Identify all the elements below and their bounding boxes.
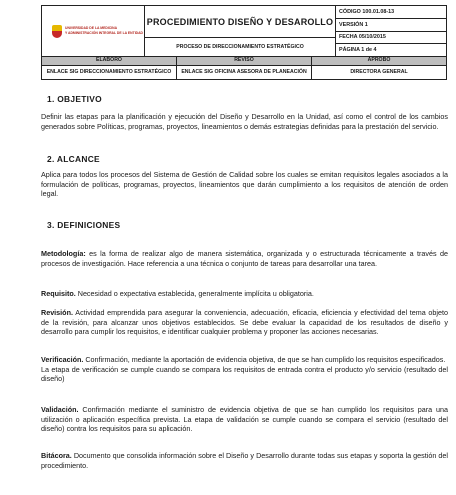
definition-metodologia bbox=[41, 249, 448, 268]
section-objetivo-title: 1. OBJETIVO bbox=[47, 94, 102, 104]
logo-cell bbox=[42, 6, 145, 56]
definition-term: Validación. bbox=[41, 405, 79, 414]
definition-requisito bbox=[41, 289, 448, 299]
definition-text: Confirmación, mediante la aportación de evidencia objetiva, de que se han cumplido los requisitos especificados. bbox=[83, 355, 446, 364]
document-title: PROCEDIMIENTO DISEÑO Y DESAROLLO bbox=[145, 6, 335, 38]
header-aprobo: APROBO bbox=[367, 57, 391, 64]
code-field: CÓDIGO 100.01.08-13 bbox=[336, 6, 446, 19]
document-meta bbox=[336, 6, 446, 56]
header-reviso: REVISO bbox=[177, 57, 312, 65]
definition-verificacion bbox=[41, 355, 448, 384]
definition-term: Bitácora. bbox=[41, 451, 72, 460]
logo-line-2: Y ADMINISTRACIÓN INTEGRAL DE LA ENTIDAD bbox=[65, 30, 143, 35]
value-elaboro: ENLACE SIG DIRECCIONAMIENTO ESTRATÉGICO bbox=[42, 66, 177, 79]
date-field: FECHA 05/10/2015 bbox=[336, 32, 446, 45]
crest-icon bbox=[52, 25, 62, 38]
approval-table bbox=[41, 57, 447, 80]
section-objetivo-text: Definir las etapas para la planificación y ejecución del Diseño y Desarrollo en la Unidad, así como el control de los cambios generados sobre Políticas, programas, proyectos, lineamientos o demás estrategias definidas para la prestación del servicio. bbox=[41, 112, 448, 131]
definition-term: Verificación. bbox=[41, 355, 84, 364]
institution-logo bbox=[52, 25, 143, 38]
definition-text: Confirmación mediante el suministro de evidencia objetiva de que se han cumplido los requisitos para una utilización o aplicación específica prevista. La etapa de validación se cumple cuando se compara el servicio (resultado del diseño) contra los requisitos para su aplicación. bbox=[41, 405, 448, 434]
definition-term: Revisión. bbox=[41, 308, 73, 317]
version-field: VERSIÓN 1 bbox=[336, 19, 446, 32]
definition-text: Necesidad o expectativa establecida, generalmente implícita u obligatoria. bbox=[75, 289, 314, 298]
section-alcance-title: 2. ALCANCE bbox=[47, 154, 100, 164]
definition-validacion bbox=[41, 405, 448, 434]
definition-text: Documento que consolida información sobre el Diseño y Desarrollo durante todas sus etapas y soporta la gestión del procedimiento. bbox=[41, 451, 448, 470]
definition-term: Requisito. bbox=[41, 289, 76, 298]
definition-extra: La etapa de verificación se cumple cuando se compara los requisitos de entrada contra el producto y/o servicio (resultado del diseño) bbox=[41, 364, 448, 384]
value-reviso: ENLACE SIG OFICINA ASESORA DE PLANEACIÓN bbox=[177, 66, 312, 79]
definition-text: Actividad emprendida para asegurar la conveniencia, adecuación, eficacia, eficiencia y efectividad del tema objeto de la revisión, para alcanzar unos objetivos establecidos. Se debe evaluar la capacidad de los resultados de diseño y desarrollo para cumplir los requisitos, e identificar cualquier problema y proponer las acciones necesarias. bbox=[41, 308, 448, 337]
logo-line-1: UNIVERSIDAD DE LA MEDICINA bbox=[65, 26, 118, 31]
definition-term: Metodología: bbox=[41, 249, 86, 258]
definition-revision bbox=[41, 308, 448, 337]
page-field: PÁGINA 1 de 4 bbox=[339, 47, 377, 54]
process-name: PROCESO DE DIRECCIONAMIENTO ESTRATÉGICO bbox=[176, 44, 304, 50]
header-elaboro: ELABORO bbox=[42, 57, 177, 65]
definition-text: es la forma de realizar algo de manera sistemática, organizada y o estructurada técnicamente a través de procesos de investigación. Hace referencia a una técnica o conjunto de tareas para desarrollar una tarea. bbox=[41, 249, 448, 268]
section-definiciones-title: 3. DEFINICIONES bbox=[47, 220, 121, 230]
document-header bbox=[41, 5, 447, 57]
value-aprobo: DIRECTORA GENERAL bbox=[350, 68, 408, 75]
section-alcance-text: Aplica para todos los procesos del Sistema de Gestión de Calidad sobre los cuales se emitan requisitos legales asociados a la formulación de políticas, programas, proyectos, lineamientos que darán cumplimiento a los requisitos de atención de orden legal. bbox=[41, 170, 448, 199]
definition-bitacora bbox=[41, 451, 448, 470]
